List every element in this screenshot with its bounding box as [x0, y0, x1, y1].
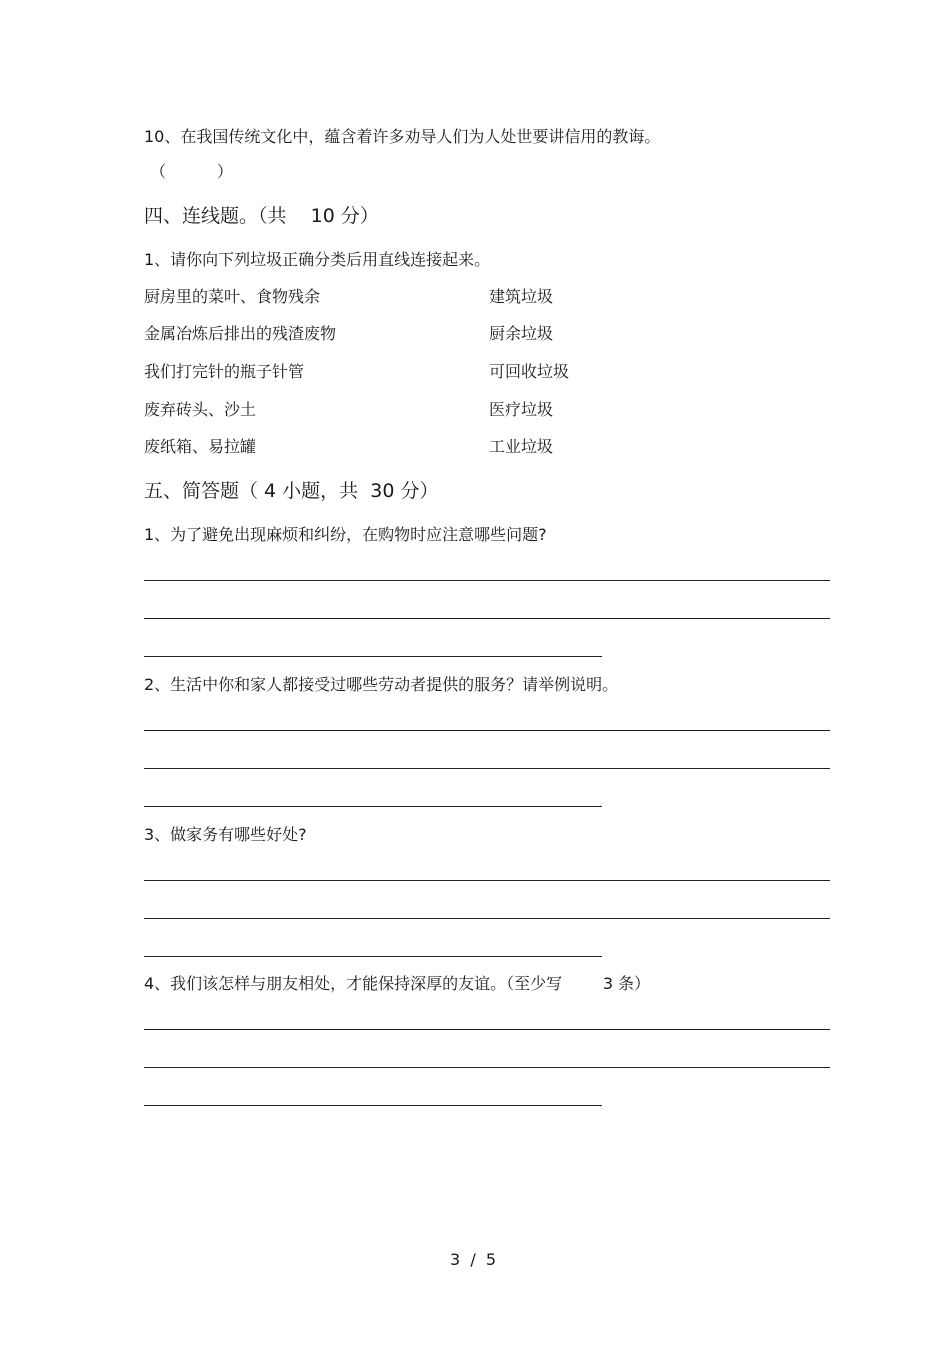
- matching-left-item[interactable]: 厨房里的菜叶、食物残余: [144, 287, 321, 306]
- answer-line[interactable]: [144, 918, 830, 919]
- matching-left-item[interactable]: 废弃砖头、沙土: [144, 400, 257, 419]
- answer-line[interactable]: [144, 618, 830, 619]
- matching-right-item[interactable]: 医疗垃圾: [489, 400, 554, 419]
- section-5-question-4: 4、我们该怎样与朋友相处，才能保持深厚的友谊。（至少写 3 条）: [144, 974, 651, 993]
- answer-line[interactable]: [144, 956, 602, 957]
- answer-line[interactable]: [144, 1067, 830, 1068]
- matching-right-item[interactable]: 工业垃圾: [489, 437, 554, 456]
- matching-left-item[interactable]: 金属冶炼后排出的残渣废物: [144, 324, 337, 343]
- answer-line[interactable]: [144, 880, 830, 881]
- answer-line[interactable]: [144, 768, 830, 769]
- section-5-question-1: 1、为了避免出现麻烦和纠纷，在购物时应注意哪些问题?: [144, 525, 547, 544]
- matching-left-item[interactable]: 我们打完针的瓶子针管: [144, 362, 305, 381]
- question-10: 10、在我国传统文化中，蕴含着许多劝导人们为人处世要讲信用的教诲。: [144, 127, 661, 146]
- answer-line[interactable]: [144, 1029, 830, 1030]
- section-5-question-2: 2、生活中你和家人都接受过哪些劳动者提供的服务？请举例说明。: [144, 675, 619, 694]
- matching-right-item[interactable]: 可回收垃圾: [489, 362, 570, 381]
- section-4-question-1: 1、请你向下列垃圾正确分类后用直线连接起来。: [144, 250, 491, 269]
- section-5-title: 五、简答题（ 4 小题，共 30 分）: [144, 480, 439, 502]
- answer-line[interactable]: [144, 580, 830, 581]
- matching-right-item[interactable]: 厨余垃圾: [489, 324, 554, 343]
- section-4-title: 四、连线题。（共 10 分）: [144, 205, 379, 227]
- answer-line[interactable]: [144, 1105, 602, 1106]
- matching-right-item[interactable]: 建筑垃圾: [489, 287, 554, 306]
- answer-line[interactable]: [144, 806, 602, 807]
- answer-line[interactable]: [144, 730, 830, 731]
- section-5-question-3: 3、做家务有哪些好处?: [144, 825, 307, 844]
- answer-blank-10[interactable]: （ ）: [150, 162, 233, 181]
- matching-left-item[interactable]: 废纸箱、易拉罐: [144, 437, 257, 456]
- answer-line[interactable]: [144, 656, 602, 657]
- page-number: 3 / 5: [450, 1250, 497, 1269]
